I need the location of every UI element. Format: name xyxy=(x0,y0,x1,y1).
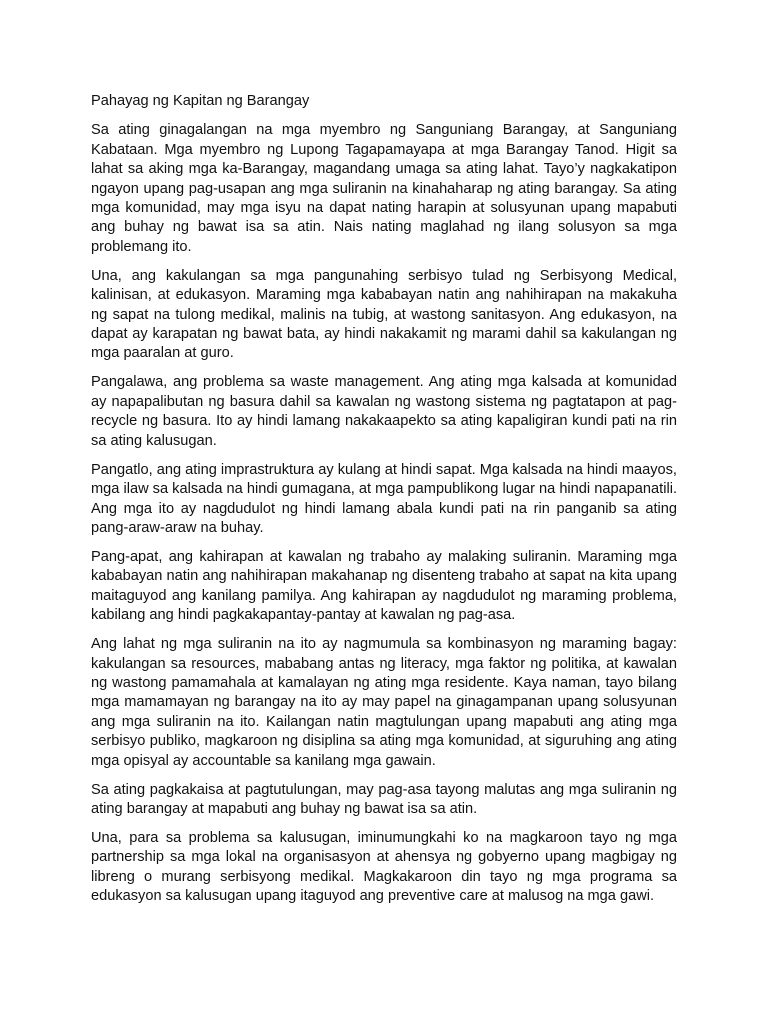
paragraph-greeting: Sa ating ginagalangan na mga myembro ng Sanguniang Barangay, at Sanguniang Kabataan. Mga myembro ng Lupong Tagapamayapa at mga Barangay Tanod. Higit sa lahat sa aking mga ka-Barangay, magandang umaga sa ating lahat. Tayo’y nagkakatipon ngayon upang pag-usapan ang mga suliranin na kinahaharap ng ating barangay. Sa ating mga komunidad, may mga isyu na dapat nating harapin at solusyunan upang mapabuti ang buhay ng bawat isa sa atin. Nais nating maglahad ng ilang solusyon sa mga problemang ito. xyxy=(91,122,677,255)
paragraph-infrastructure: Pangatlo, ang ating imprastruktura ay kulang at hindi sapat. Mga kalsada na hindi maayos, mga ilaw sa kalsada na hindi gumagana, at mga pampublikong lugar na hindi napapanatili. Ang mga ito ay nagdudulot ng hindi lamang abala kundi pati na rin panganib sa ating pang-araw-araw na buhay. xyxy=(91,461,677,536)
document-body xyxy=(91,92,677,916)
paragraph-root-causes: Ang lahat ng mga suliranin na ito ay nagmumula sa kombinasyon ng maraming bagay: kakulangan sa resources, mababang antas ng literacy, mga faktor ng politika, at kawalan ng wastong pamamahala at kamalayan ng ating mga residente. Kaya naman, tayo bilang mga mamamayan ng barangay na ito ay may papel na ginagampanan upang solusyunan ang mga suliranin na ito. Kailangan natin magtulungan upang mapabuti ang ating mga serbisyo publiko, magkaroon ng disiplina sa ating mga komunidad, at siguruhing ang ating mga opisyal ay accountable sa kanilang mga gawain. xyxy=(91,636,677,769)
paragraph-poverty: Pang-apat, ang kahirapan at kawalan ng trabaho ay malaking suliranin. Maraming mga kababayan natin ang nahihirapan makahanap ng disenteng trabaho at sapat na kita upang maitaguyod ang kanilang pamilya. Ang kahirapan ay nagdudulot ng maraming problema, kabilang ang hindi pagkakapantay-pantay at kawalan ng pag-asa. xyxy=(91,548,677,624)
paragraph-unity: Sa ating pagkakaisa at pagtutulungan, may pag-asa tayong malutas ang mga suliranin ng ating barangay at mapabuti ang buhay ng bawat isa sa atin. xyxy=(91,781,677,817)
paragraph-waste-management: Pangalawa, ang problema sa waste management. Ang ating mga kalsada at komunidad ay napapalibutan ng basura dahil sa kawalan ng wastong sistema ng pagtatapon at pag-recycle ng basura. Ito ay hindi lamang nakakaapekto sa ating kapaligiran kundi pati na rin sa ating kalusugan. xyxy=(91,374,677,449)
paragraph-basic-services: Una, ang kakulangan sa mga pangunahing serbisyo tulad ng Serbisyong Medical, kalinisan, at edukasyon. Maraming mga kababayan natin ang nahihirapan na makakuha ng sapat na tulong medikal, malinis na tubig, at wastong sanitasyon. Ang edukasyon, na dapat ay karapatan ng bawat bata, ay hindi nakakamit ng marami dahil sa kakulangan ng mga paaralan at guro. xyxy=(91,267,677,362)
paragraph-health-solution: Una, para sa problema sa kalusugan, iminumungkahi ko na magkaroon tayo ng mga partnership sa mga lokal na organisasyon at ahensya ng gobyerno upang magbigay ng libreng o murang serbisyong medikal. Magkakaroon din tayo ng mga programa sa edukasyon sa kalusugan upang itaguyod ang preventive care at malusog na mga gawi. xyxy=(91,829,677,905)
document-title: Pahayag ng Kapitan ng Barangay xyxy=(91,93,310,109)
